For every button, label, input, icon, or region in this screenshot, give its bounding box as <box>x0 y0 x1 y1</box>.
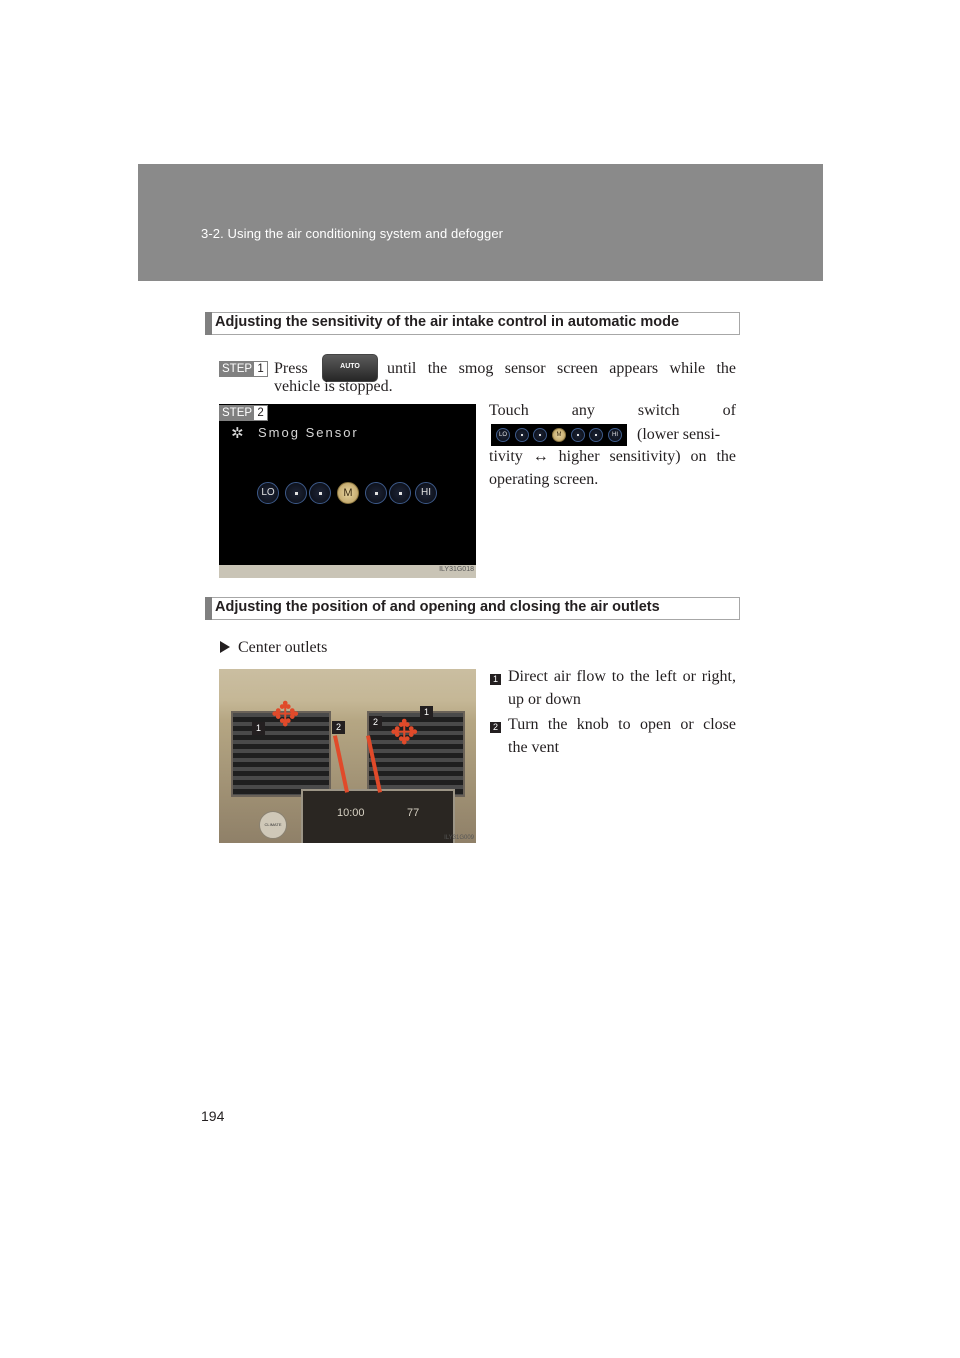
callout-tag: 1 <box>420 706 433 719</box>
smog-sensor-screen <box>219 404 476 578</box>
callout-tag: 2 <box>332 721 345 734</box>
step-1-text-line2: vehicle is stopped. <box>274 378 393 395</box>
fan-icon: ✲ <box>231 424 244 442</box>
page-number: 194 <box>201 1108 225 1124</box>
triangle-bullet-icon <box>220 641 230 653</box>
center-outlets-photo <box>219 669 476 843</box>
scale-dot <box>571 428 585 442</box>
multi-direction-arrow-icon: ✥ <box>271 695 300 735</box>
multi-direction-arrow-icon: ✥ <box>390 713 419 753</box>
sensitivity-m-button[interactable]: M <box>337 482 359 504</box>
inline-sensitivity-scale <box>491 424 627 446</box>
sensitivity-level-button[interactable] <box>285 482 307 504</box>
subheading-center-outlets: Center outlets <box>238 639 328 656</box>
step-1-badge: STEP 1 <box>219 361 268 377</box>
sensitivity-level-button[interactable] <box>365 482 387 504</box>
scale-hi: HI <box>608 428 622 442</box>
scale-dot <box>589 428 603 442</box>
section-title: Adjusting the position of and opening and closing the air outlets <box>215 599 660 615</box>
auto-button-icon: AUTO <box>322 354 378 382</box>
sensitivity-lo-button[interactable]: LO <box>257 482 279 504</box>
image-code: ILY31G009 <box>444 835 474 841</box>
step-2-line4: operating screen. <box>489 471 599 488</box>
item-2-marker: 2 <box>490 722 501 733</box>
scale-dot <box>533 428 547 442</box>
section-heading-sensitivity <box>205 312 740 335</box>
scale-dot <box>515 428 529 442</box>
callout-tag: 1 <box>252 722 265 735</box>
step-1-text: until the smog sensor screen appears while the <box>387 360 736 377</box>
heading-bar <box>205 312 212 335</box>
vertical-arrow-icon <box>333 735 349 793</box>
step-2-line1: Touch any switch of <box>489 402 736 419</box>
scale-m: M <box>552 428 566 442</box>
item-1-line1: Direct air flow to the left or right, <box>508 668 736 685</box>
chapter-title: 3-2. Using the air conditioning system and defogger <box>201 226 504 241</box>
callout-tag: 2 <box>369 716 382 729</box>
header-band <box>138 164 823 281</box>
image-code: ILY31G018 <box>439 566 474 573</box>
step-2-badge: STEP 2 <box>219 405 268 421</box>
step-1-press: Press <box>274 360 308 377</box>
section-title: Adjusting the sensitivity of the air intake control in automatic mode <box>215 314 680 330</box>
climate-display: 10:00 77 <box>301 789 455 843</box>
sensitivity-level-button[interactable] <box>309 482 331 504</box>
section-heading-outlets <box>205 597 740 620</box>
heading-bar <box>205 597 212 620</box>
sensitivity-hi-button[interactable]: HI <box>415 482 437 504</box>
item-2-line2: the vent <box>508 739 560 756</box>
climate-button: CLIMATE <box>259 811 287 839</box>
sensitivity-level-button[interactable] <box>389 482 411 504</box>
step-2-line2: (lower sensi- <box>637 426 721 443</box>
item-1-line2: up or down <box>508 691 581 708</box>
screen-title: Smog Sensor <box>258 425 359 440</box>
image-footer <box>219 565 476 578</box>
item-2-line1: Turn the knob to open or close <box>508 716 736 733</box>
item-1-marker: 1 <box>490 674 501 685</box>
scale-lo: LO <box>496 428 510 442</box>
step-2-line3: tivity ↔ higher sensitivity) on the <box>489 448 736 465</box>
